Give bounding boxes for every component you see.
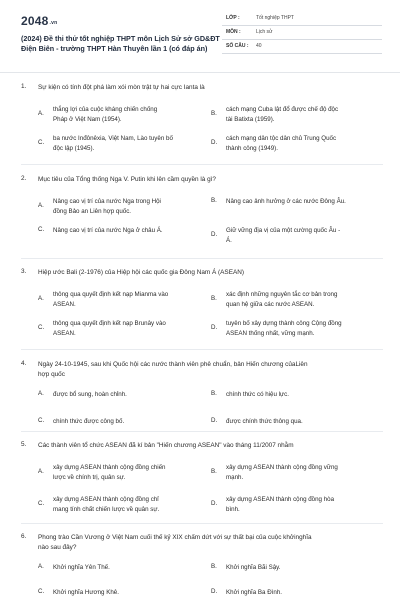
option-text-line: thông qua quyết định kết nạp Brunây vào [53, 320, 166, 327]
option-text-line: tài Batixta (1959). [226, 116, 275, 123]
option-letter: B. [211, 295, 217, 302]
logo-main-text: 2048 [21, 14, 49, 28]
question-separator [21, 523, 383, 524]
question-separator [21, 349, 383, 350]
meta-value: Tốt nghiệp THPT [256, 15, 294, 21]
option-letter: B. [211, 390, 217, 397]
question-text-line: Phong trào Cần Vương ở Việt Nam cuối thế kỷ XIX chấm dứt với sự thất bại của cuộc khởinghĩa [38, 534, 312, 541]
question-number: 2. [21, 175, 27, 182]
option-text-line: xác định những nguyên tắc cơ bản trong [226, 291, 338, 298]
option-text-line: thành công (1949). [226, 145, 278, 152]
option-text [226, 495, 383, 515]
option-text-line: cách mạng dân tộc dân chủ Trung Quốc [226, 135, 337, 142]
option-text-line: ASEAN. [53, 301, 76, 308]
exam-title-line-2: Điện Biên - trường THPT Hàn Thuyên lần 1 (có đáp án) [21, 44, 208, 53]
option-letter: A. [38, 563, 44, 570]
question-number: 4. [21, 360, 27, 367]
option-text [226, 417, 383, 427]
option-letter: D. [211, 417, 218, 424]
option-letter: C. [38, 139, 45, 146]
option-text [226, 563, 383, 573]
option-text-line: xây dựng ASEAN thành cộng đồng hòa [226, 496, 335, 503]
question-text-line: nào sau đây? [38, 544, 77, 551]
option-text-line: Á. [226, 237, 232, 244]
option-letter: C. [38, 226, 45, 233]
meta-key: MÔN : [226, 29, 241, 35]
option-text-line: mạnh. [226, 474, 244, 481]
option-text-line: Nâng cao vị trí của nước Nga ở châu Á. [53, 227, 163, 234]
option-text-line: Khởi nghĩa Hương Khê. [53, 589, 119, 596]
option-text [53, 417, 203, 427]
option-text-line: bình. [226, 506, 240, 513]
question-text-line: Ngày 24-10-1945, sau khi Quốc hội các nước thành viên phê chuẩn, bản Hiến chương củaLiên [38, 361, 308, 368]
question-text-line: Các thành viên tổ chức ASEAN đã kí bản "Hiến chương ASEAN" vào tháng 11/2007 nhằm [38, 442, 294, 449]
option-text-line: cách mạng Cuba lật đổ được chế độ độc [226, 106, 339, 113]
option-letter: A. [38, 390, 44, 397]
option-text [53, 563, 203, 573]
logo-tld-text: .vn [49, 20, 58, 26]
option-text-line: mang tính chất chiến lược về quân sự. [53, 506, 160, 513]
question-text-line: Sự kiện có tính đột phá làm xói mòn trật tự hai cực Ianta là [38, 84, 205, 91]
question-separator [21, 258, 383, 259]
option-letter: A. [38, 202, 44, 209]
option-text-line: Nâng cao vị trí của nước Nga trong Hội [53, 198, 161, 205]
option-text [53, 134, 203, 154]
option-text-line: Khởi nghĩa Ba Đình. [226, 589, 282, 596]
option-letter: D. [211, 231, 218, 238]
option-letter: D. [211, 500, 218, 507]
option-text [226, 390, 383, 400]
question-number: 1. [21, 83, 27, 90]
option-text [53, 495, 203, 515]
option-text [226, 319, 383, 339]
option-text-line: Khởi nghĩa Bãi Sậy. [226, 564, 281, 571]
meta-row-subject [222, 26, 382, 40]
option-text [53, 463, 203, 483]
question-number: 5. [21, 441, 27, 448]
option-text-line: quan hệ giữa các nước ASEAN. [226, 301, 315, 308]
option-text-line: ba nước Inđônêxia, Việt Nam, Lào tuyên bố [53, 135, 173, 142]
question-text-line: Mục tiêu của Tổng thống Nga V. Putin khi lên cầm quyền là gì? [38, 176, 216, 183]
option-letter: B. [211, 197, 217, 204]
meta-row-question-count [222, 40, 382, 54]
meta-value: 40 [256, 43, 262, 49]
question-text-line: hợp quốc [38, 371, 65, 378]
option-text-line: Nâng cao ảnh hưởng ở các nước Đông Âu. [226, 198, 346, 205]
option-text [226, 588, 383, 598]
option-text-line: được chính thức thông qua. [226, 418, 303, 425]
question-number: 6. [21, 533, 27, 540]
option-text-line: độc lập (1945). [53, 145, 95, 152]
option-text [53, 197, 203, 217]
header-divider [0, 72, 400, 73]
meta-key: SỐ CÂU : [226, 43, 249, 49]
option-letter: A. [38, 468, 44, 475]
option-text [226, 134, 383, 154]
option-text [226, 463, 383, 483]
question-text [38, 83, 383, 93]
question-text-line: Hiệp ước Bali (2-1976) của Hiệp hội các quốc gia Đông Nam Á (ASEAN) [38, 269, 244, 276]
option-text-line: tuyên bố xây dựng thành công Cộng đồng [226, 320, 342, 327]
question-number: 3. [21, 268, 27, 275]
option-text-line: xây dựng ASEAN thành cộng đồng chỉ [53, 496, 159, 503]
option-text-line: ASEAN. [53, 330, 76, 337]
question-text [38, 360, 383, 380]
option-letter: B. [211, 468, 217, 475]
exam-header [0, 0, 400, 62]
option-text [53, 390, 203, 400]
option-text-line: thông qua quyết định kết nạp Mianma vào [53, 291, 169, 298]
option-letter: D. [211, 588, 218, 595]
option-text-line: được bổ sung, hoàn chỉnh. [53, 391, 127, 398]
meta-row-class [222, 12, 382, 26]
option-text-line: lược về chính trị, quân sự. [53, 474, 126, 481]
option-text [53, 588, 203, 598]
option-text [226, 105, 383, 125]
option-letter: C. [38, 417, 45, 424]
option-text [53, 105, 203, 125]
option-letter: A. [38, 110, 44, 117]
option-text-line: xây dựng ASEAN thành cộng đồng chiến [53, 464, 166, 471]
option-text [226, 197, 383, 207]
option-text-line: thắng lợi của cuộc kháng chiến chống [53, 106, 158, 113]
option-text-line: chính thức được công bố. [53, 418, 125, 425]
question-text [38, 533, 383, 553]
question-separator [21, 164, 383, 165]
option-text-line: Khởi nghĩa Yên Thế. [53, 564, 110, 571]
option-text-line: xây dựng ASEAN thành cộng đồng vững [226, 464, 338, 471]
option-text [53, 290, 203, 310]
site-logo[interactable] [21, 14, 57, 28]
option-letter: A. [38, 295, 44, 302]
option-text [226, 226, 383, 246]
exam-meta-table [222, 12, 382, 54]
option-text [53, 226, 203, 236]
meta-key: LỚP : [226, 15, 240, 21]
question-text [38, 268, 383, 278]
option-text-line: chính thức có hiệu lực. [226, 391, 289, 398]
question-separator [21, 431, 383, 432]
option-letter: D. [211, 139, 218, 146]
option-text-line: Giữ vững địa vị của một cường quốc Âu - [226, 227, 341, 234]
meta-value: Lịch sử [256, 29, 273, 35]
option-letter: B. [211, 110, 217, 117]
option-text-line: Pháp ở Việt Nam (1954). [53, 116, 122, 123]
option-letter: B. [211, 563, 217, 570]
option-text [53, 319, 203, 339]
option-letter: C. [38, 588, 45, 595]
option-text-line: đồng Bảo an Liên hợp quốc. [53, 208, 132, 215]
option-letter: C. [38, 500, 45, 507]
question-text [38, 441, 383, 451]
option-text-line: ASEAN thống nhất, vững mạnh. [226, 330, 315, 337]
option-letter: C. [38, 324, 45, 331]
exam-title-line-1: (2024) Đề thi thử tốt nghiệp THPT môn Lịch Sử sở GD&ĐT [21, 34, 220, 43]
option-text [226, 290, 383, 310]
question-text [38, 175, 383, 185]
option-letter: D. [211, 324, 218, 331]
